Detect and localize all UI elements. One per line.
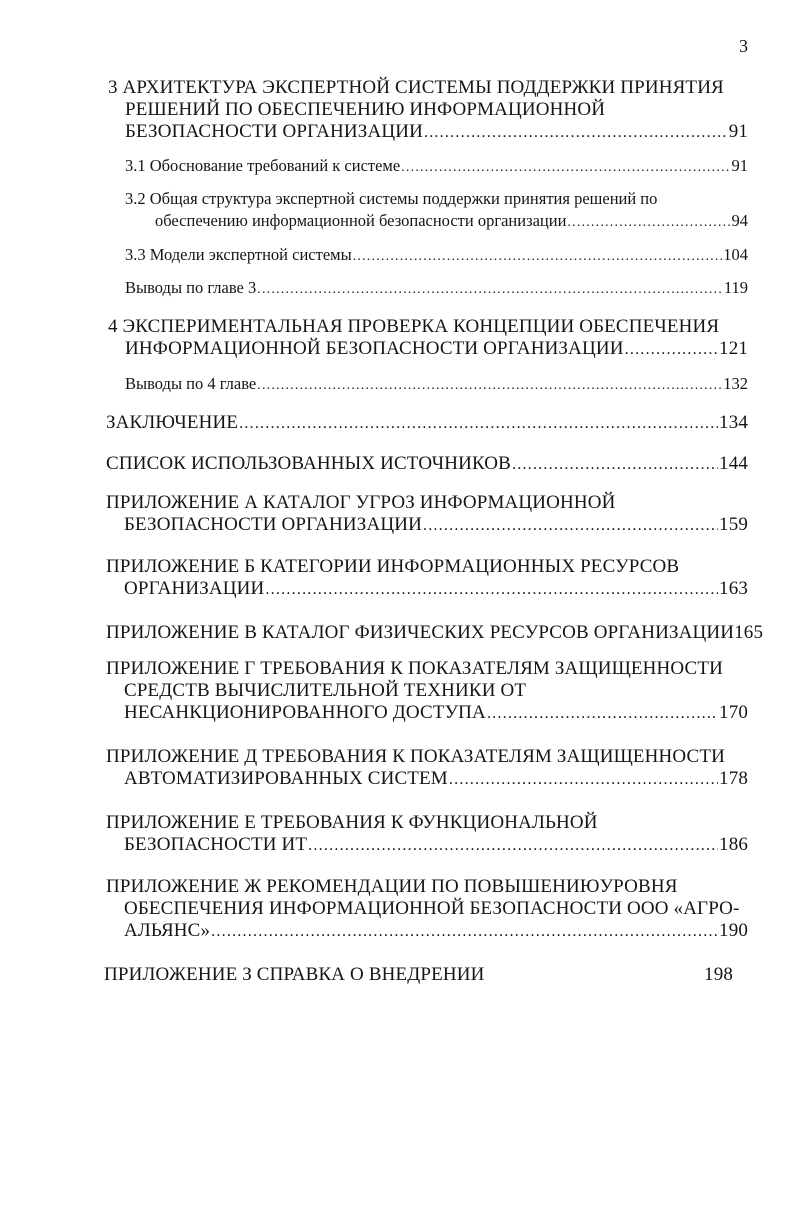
toc-entry-appendix-a[interactable]: [106, 492, 748, 537]
dot-leader: [449, 769, 718, 791]
toc-entry-page: 104: [723, 245, 748, 264]
toc-entry-title: БЕЗОПАСНОСТИ ОРГАНИЗАЦИИ: [125, 121, 423, 142]
toc-entry-leader-line: [106, 578, 748, 601]
toc-entry-title: ПРИЛОЖЕНИЕ А КАТАЛОГ УГРОЗ ИНФОРМАЦИОННОЙ: [106, 492, 616, 513]
toc-entry-leader-line: [106, 514, 748, 537]
toc-entry-leader-line: [125, 244, 748, 268]
toc-entry-section-3-1[interactable]: [125, 155, 748, 179]
toc-entry-page: 91: [731, 156, 748, 175]
toc-entry-title: Выводы по главе 3: [125, 278, 257, 297]
toc-entry-title: СПИСОК ИСПОЛЬЗОВАННЫХ ИСТОЧНИКОВ: [106, 453, 511, 474]
toc-entry-title: ПРИЛОЖЕНИЕ Д ТРЕБОВАНИЯ К ПОКАЗАТЕЛЯМ ЗАЩИЩЕННОСТИ: [106, 746, 725, 767]
dot-leader: [265, 579, 718, 601]
toc-entry-leader-line: [106, 622, 766, 644]
toc-entry-title: 3.1 Обоснование требований к системе: [125, 156, 401, 175]
toc-entry-page: 132: [723, 374, 748, 393]
toc-entry-conclusions-3[interactable]: [125, 277, 748, 301]
toc-entry-title: АВТОМАТИЗИРОВАННЫХ СИСТЕМ: [124, 768, 448, 789]
toc-entry-title: обеспечению информационной безопасности организации: [155, 211, 567, 230]
toc-entry-title: АЛЬЯНС»: [124, 920, 211, 941]
toc-entry-title: ИНФОРМАЦИОННОЙ БЕЗОПАСНОСТИ ОРГАНИЗАЦИИ: [125, 338, 624, 359]
dot-leader: [625, 339, 718, 361]
toc-entry-conclusion[interactable]: [106, 412, 748, 435]
dot-leader: [308, 835, 718, 857]
toc-entry-title: ОБЕСПЕЧЕНИЯ ИНФОРМАЦИОННОЙ БЕЗОПАСНОСТИ ООО «АГРО-: [124, 898, 740, 919]
toc-entry-title: 3.3 Модели экспертной системы: [125, 245, 352, 264]
toc-entry-page: 198: [704, 964, 733, 985]
dot-leader: [512, 454, 718, 476]
toc-entry-title: БЕЗОПАСНОСТИ ИТ: [124, 834, 308, 855]
toc-entry-leader-line: [106, 920, 748, 943]
toc-entry-title: ПРИЛОЖЕНИЕ З СПРАВКА О ВНЕДРЕНИИ: [104, 964, 485, 985]
dot-leader: [257, 279, 723, 301]
dot-leader: [401, 157, 730, 179]
toc-entry-title: НЕСАНКЦИОНИРОВАННОГО ДОСТУПА: [124, 702, 486, 723]
dot-leader: [423, 515, 718, 537]
toc-entry-title: ПРИЛОЖЕНИЕ Е ТРЕБОВАНИЯ К ФУНКЦИОНАЛЬНОЙ: [106, 812, 598, 833]
toc-entry-leader-line: [108, 338, 748, 361]
toc-entry-page: 165: [734, 622, 764, 643]
toc-entry-title: 3 АРХИТЕКТУРА ЭКСПЕРТНОЙ СИСТЕМЫ ПОДДЕРЖКИ ПРИНЯТИЯ: [108, 77, 724, 98]
toc-entry-chapter-4[interactable]: [108, 316, 748, 361]
toc-entry-leader-line: [125, 373, 748, 397]
toc-entry-appendix-v[interactable]: [106, 622, 766, 644]
toc-entry-appendix-b[interactable]: [106, 556, 748, 601]
toc-entry-title: ПРИЛОЖЕНИЕ Б КАТЕГОРИИ ИНФОРМАЦИОННЫХ РЕСУРСОВ: [106, 556, 680, 577]
toc-entry-page: 190: [719, 920, 748, 941]
toc-entry-title: СРЕДСТВ ВЫЧИСЛИТЕЛЬНОЙ ТЕХНИКИ ОТ: [124, 680, 527, 701]
toc-entry-page: 170: [719, 702, 748, 723]
toc-entry-page: 134: [719, 412, 748, 433]
toc-entry-leader-line: [125, 155, 748, 179]
toc-entry-title: ПРИЛОЖЕНИЕ Г ТРЕБОВАНИЯ К ПОКАЗАТЕЛЯМ ЗАЩИЩЕННОСТИ: [106, 658, 723, 679]
toc-entry-title: ОРГАНИЗАЦИИ: [124, 578, 265, 599]
toc-entry-leader-line: [106, 768, 748, 791]
toc-entry-appendix-z[interactable]: [104, 964, 746, 986]
toc-entry-page: 144: [719, 453, 748, 474]
toc-entry-title: РЕШЕНИЙ ПО ОБЕСПЕЧЕНИЮ ИНФОРМАЦИОННОЙ: [125, 99, 606, 120]
toc-entry-section-3-2[interactable]: [125, 188, 748, 234]
toc-entry-title: БЕЗОПАСНОСТИ ОРГАНИЗАЦИИ: [124, 514, 422, 535]
toc-entry-page: 186: [719, 834, 748, 855]
toc-entry-title: 3.2 Общая структура экспертной системы поддержки принятия решений по: [125, 189, 658, 208]
toc-entry-appendix-d[interactable]: [106, 746, 748, 791]
dot-leader: [353, 246, 723, 268]
toc-entry-chapter-3[interactable]: [108, 77, 748, 144]
toc-entry-page: 159: [719, 514, 748, 535]
toc-entry-page: 121: [719, 338, 748, 359]
toc-entry-leader-line: [106, 412, 748, 435]
dot-leader: [239, 413, 718, 435]
dot-leader: [424, 122, 728, 144]
toc-entry-page: 94: [731, 211, 748, 230]
toc-entry-leader-line: [104, 964, 746, 986]
dot-leader: [257, 375, 722, 397]
toc-entry-leader-line: [106, 702, 748, 725]
toc-entry-leader-line: [125, 277, 748, 301]
dot-leader: [487, 703, 718, 725]
toc-entry-page: 119: [723, 278, 748, 297]
toc-entry-page: 91: [728, 121, 748, 142]
page-number: 3: [739, 36, 748, 56]
toc-entry-title: ПРИЛОЖЕНИЕ Ж РЕКОМЕНДАЦИИ ПО ПОВЫШЕНИЮУРОВНЯ: [106, 876, 678, 897]
toc-entry-leader-line: [125, 210, 748, 234]
toc-entry-appendix-zh[interactable]: [106, 876, 748, 943]
toc-entry-title: ЗАКЛЮЧЕНИЕ: [106, 412, 239, 433]
toc-entry-references[interactable]: [106, 453, 748, 476]
toc-entry-appendix-g[interactable]: [106, 658, 748, 725]
toc-entry-leader-line: [106, 834, 748, 857]
toc-entry-section-3-3[interactable]: [125, 244, 748, 268]
toc-entry-leader-line: [106, 453, 748, 476]
toc-entry-page: 178: [719, 768, 748, 789]
dot-leader: [567, 212, 730, 234]
toc-entry-title: 4 ЭКСПЕРИМЕНТАЛЬНАЯ ПРОВЕРКА КОНЦЕПЦИИ ОБЕСПЕЧЕНИЯ: [108, 316, 720, 337]
toc-entry-title: Выводы по 4 главе: [125, 374, 257, 393]
toc-entry-page: 163: [719, 578, 748, 599]
toc-entry-conclusions-4[interactable]: [125, 373, 748, 397]
toc-entry-appendix-e[interactable]: [106, 812, 748, 857]
dot-leader: [211, 921, 718, 943]
toc-entry-leader-line: [108, 121, 748, 144]
toc-entry-title: ПРИЛОЖЕНИЕ В КАТАЛОГ ФИЗИЧЕСКИХ РЕСУРСОВ ОРГАНИЗАЦИИ: [106, 622, 735, 643]
